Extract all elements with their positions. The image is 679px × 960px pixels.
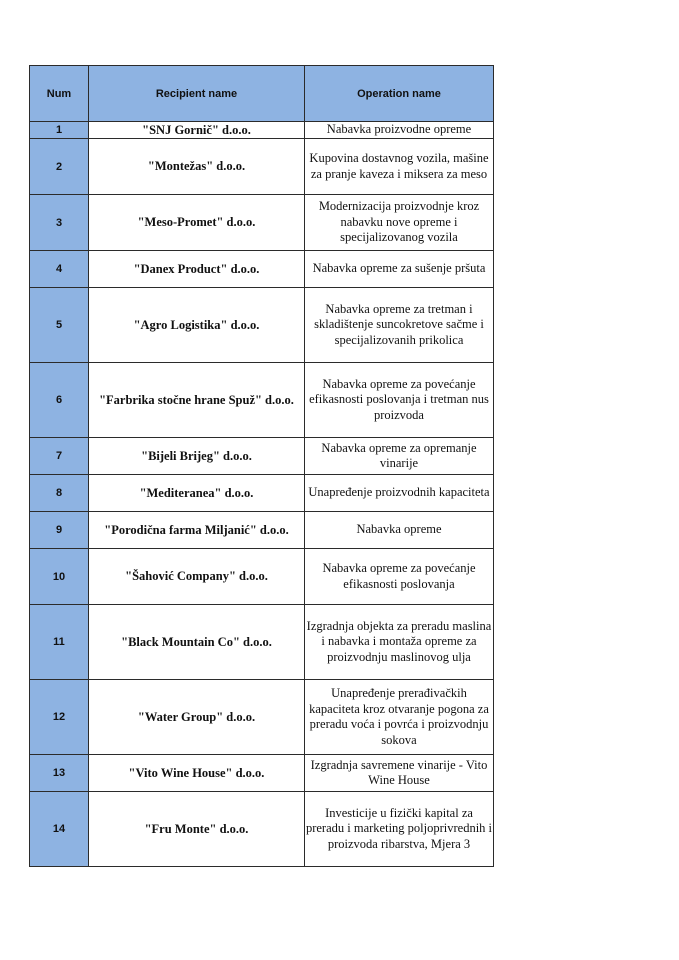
recipient-name: "Vito Wine House" d.o.o. — [89, 755, 305, 792]
table-row — [30, 755, 494, 792]
row-number: 11 — [30, 605, 89, 680]
recipients-table — [29, 65, 494, 867]
recipient-name: "Farbrika stočne hrane Spuž" d.o.o. — [89, 363, 305, 438]
operation-name: Investicije u fizički kapital za preradu i marketing poljoprivrednih i proizvoda ribarstva, Mjera 3 — [305, 792, 494, 867]
operation-name: Nabavka opreme za tretman i skladištenje suncokretove sačme i specijalizovanih prikolica — [305, 288, 494, 363]
row-number: 4 — [30, 251, 89, 288]
recipient-name: "Porodična farma Miljanić" d.o.o. — [89, 512, 305, 549]
row-number: 3 — [30, 195, 89, 251]
recipient-name: "Mediteranea" d.o.o. — [89, 475, 305, 512]
operation-name: Izgradnja objekta za preradu maslina i nabavka i montaža opreme za proizvodnju maslinovog ulja — [305, 605, 494, 680]
table-row — [30, 139, 494, 195]
table-row — [30, 512, 494, 549]
num-header: Num — [30, 66, 89, 122]
operation-name: Kupovina dostavnog vozila, mašine za pranje kaveza i miksera za meso — [305, 139, 494, 195]
table-row — [30, 792, 494, 867]
row-number: 14 — [30, 792, 89, 867]
table-row — [30, 549, 494, 605]
recipient-name: "Agro Logistika" d.o.o. — [89, 288, 305, 363]
operation-name: Nabavka opreme za povećanje efikasnosti poslovanja — [305, 549, 494, 605]
row-number: 10 — [30, 549, 89, 605]
table-row — [30, 475, 494, 512]
recipient-name: "Water Group" d.o.o. — [89, 680, 305, 755]
operation-name: Nabavka opreme za sušenje pršuta — [305, 251, 494, 288]
operation-name: Nabavka opreme — [305, 512, 494, 549]
recipient-name: "Black Mountain Co" d.o.o. — [89, 605, 305, 680]
table-row — [30, 195, 494, 251]
operation-name: Nabavka proizvodne opreme — [305, 122, 494, 139]
row-number: 8 — [30, 475, 89, 512]
header-row — [30, 66, 494, 122]
recipient-name: "Šahović Company" d.o.o. — [89, 549, 305, 605]
operation-name: Unapređenje proizvodnih kapaciteta — [305, 475, 494, 512]
table-row — [30, 680, 494, 755]
recipient-name: "Bijeli Brijeg" d.o.o. — [89, 438, 305, 475]
operation-header: Operation name — [305, 66, 494, 122]
recipient-name: "Danex Product" d.o.o. — [89, 251, 305, 288]
table-row — [30, 122, 494, 139]
operation-name: Nabavka opreme za opremanje vinarije — [305, 438, 494, 475]
operation-name: Nabavka opreme za povećanje efikasnosti poslovanja i tretman nus proizvoda — [305, 363, 494, 438]
table-row — [30, 438, 494, 475]
recipient-name: "Fru Monte" d.o.o. — [89, 792, 305, 867]
row-number: 12 — [30, 680, 89, 755]
operation-name: Modernizacija proizvodnje kroz nabavku nove opreme i specijalizovanog vozila — [305, 195, 494, 251]
row-number: 1 — [30, 122, 89, 139]
table-row — [30, 605, 494, 680]
row-number: 9 — [30, 512, 89, 549]
row-number: 5 — [30, 288, 89, 363]
row-number: 6 — [30, 363, 89, 438]
row-number: 13 — [30, 755, 89, 792]
recipient-name: "Meso-Promet" d.o.o. — [89, 195, 305, 251]
row-number: 2 — [30, 139, 89, 195]
table-row — [30, 288, 494, 363]
operation-name: Izgradnja savremene vinarije - Vito Wine House — [305, 755, 494, 792]
recipient-header: Recipient name — [89, 66, 305, 122]
table-row — [30, 363, 494, 438]
operation-name: Unapređenje prerađivačkih kapaciteta kroz otvaranje pogona za preradu voća i povrća i proizvodnju sokova — [305, 680, 494, 755]
table-row — [30, 251, 494, 288]
recipient-name: "SNJ Gornič" d.o.o. — [89, 122, 305, 139]
recipient-name: "Montežas" d.o.o. — [89, 139, 305, 195]
row-number: 7 — [30, 438, 89, 475]
